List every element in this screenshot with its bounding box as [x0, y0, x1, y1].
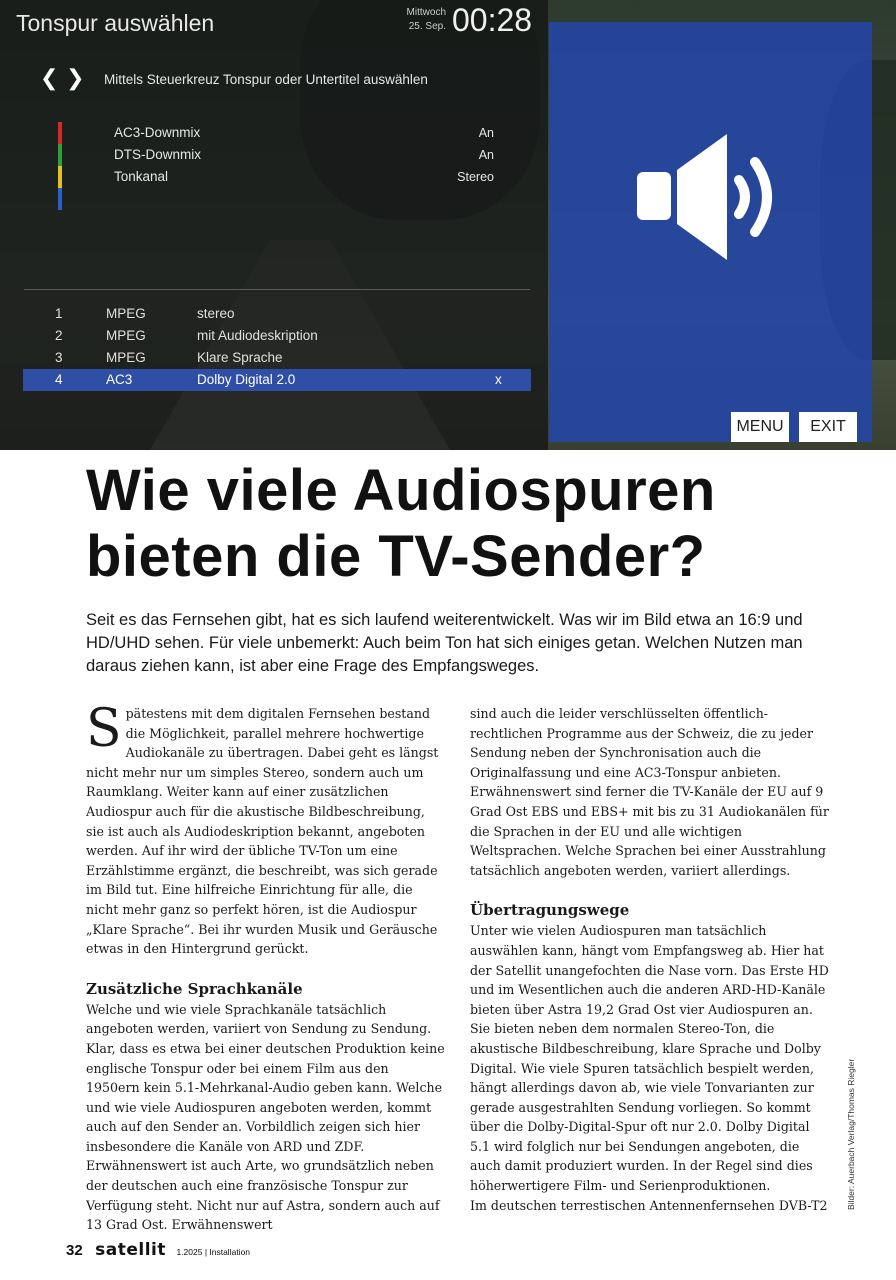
headline-line-2: bieten die TV-Sender?: [86, 524, 706, 589]
track-codec: MPEG: [106, 306, 146, 321]
speaker-icon: [633, 132, 793, 262]
track-description: Klare Sprache: [197, 350, 283, 365]
tv-screenshot: [0, 0, 896, 450]
menu-button[interactable]: MENU: [731, 412, 789, 442]
drop-cap: S: [86, 699, 122, 759]
paragraph: Unter wie vielen Audiospuren man tatsächlich auswählen kann, hängt vom Empfangsweg ab. Hier hat der Satellit unangefochten die Nase vorn. Das Erste HD und im Wesentlichen auch die anderen ARD-HD-Kanäle bieten über Astra 19,2 Grad Ost vier Audiospuren an. Sie bieten neben dem normalen Stereo-Ton, die akustische Bildbeschreibung, klare Sprache und Dolby Digital. Wie viele Spuren tatsächlich bespielt werden, hängt allerdings davon ab, wie viele Tonvarianten zur gerade ausgestrahlten Sendung vorliegen. So kommt über die Dolby-Digital-Spur oft nur 2.0. Dolby Digital 5.1 wird folglich nur bei Sendungen angeboten, die auch damit produziert wurden. In der Regel sind dies höherwertigere Film- und Serienproduktionen.: [470, 923, 829, 1194]
menu-divider: [24, 289, 530, 290]
issue-info: 1.2025 | Installation: [176, 1247, 251, 1257]
yellow-key-icon: [58, 166, 62, 188]
track-codec: MPEG: [106, 328, 146, 343]
article-column-1: [86, 699, 446, 1235]
track-description: Dolby Digital 2.0: [197, 372, 296, 387]
option-dts-downmix[interactable]: [114, 144, 494, 166]
track-number: 3: [55, 350, 63, 365]
option-value: An: [478, 148, 494, 162]
clock-date: [396, 6, 446, 34]
magazine-logo: satellit: [95, 1240, 166, 1260]
clock-day: Mittwoch: [406, 7, 446, 18]
subheading: Übertragungswege: [470, 901, 630, 920]
clock-date-value: 25. Sep.: [408, 21, 446, 32]
page-number: 32: [66, 1242, 83, 1259]
track-row[interactable]: [23, 303, 531, 325]
left-right-arrows-icon: ❮ ❯: [40, 66, 85, 91]
audio-info-panel: [549, 22, 872, 442]
clock-time: 00:28: [452, 2, 533, 38]
option-value: Stereo: [457, 170, 494, 184]
track-description: stereo: [197, 306, 235, 321]
paragraph: [86, 699, 446, 959]
option-label: Tonkanal: [114, 169, 169, 184]
menu-hint: Mittels Steuerkreuz Tonspur oder Untertitel auswählen: [104, 72, 428, 87]
audio-menu-overlay: [0, 0, 548, 450]
track-number: 4: [55, 372, 63, 387]
option-ac3-downmix[interactable]: [114, 122, 494, 144]
track-mark: x: [495, 372, 502, 387]
green-key-icon: [58, 144, 62, 166]
menu-title: Tonspur auswählen: [16, 10, 215, 36]
page-footer: [66, 1240, 250, 1260]
track-number: 2: [55, 328, 63, 343]
track-row-selected[interactable]: [23, 369, 531, 391]
lead-paragraph: Seit es das Fernsehen gibt, hat es sich laufend weiterentwickelt. Was wir im Bild etwa an 16:9 und HD/UHD sehen. Für viele unbemerkt: Auch beim Ton hat sich einiges getan. Welchen Nutzen man daraus ziehen kann, ist aber eine Frage des Empfangsweges.: [86, 611, 803, 675]
track-row[interactable]: [23, 325, 531, 347]
track-row[interactable]: [23, 347, 531, 369]
image-credit: Bilder: Auerbach Verlag/Thomas Riegler: [846, 1058, 856, 1210]
exit-button[interactable]: EXIT: [799, 412, 857, 442]
option-label: AC3-Downmix: [114, 125, 201, 140]
subheading: Zusätzliche Sprachkanäle: [86, 979, 303, 998]
track-description: mit Audiodeskription: [197, 328, 318, 343]
article-column-2: [470, 704, 830, 1215]
paragraph: sind auch die leider verschlüsselten öffentlich-rechtlichen Programme aus der Schweiz, die zu jeder Sendung neben der Synchronisation auch die Originalfassung und eine AC3-Tonspur anbieten. Erwähnenswert sind ferner die TV-Kanäle der EU auf 9 Grad Ost EBS und EBS+ mit bis zu 31 Audiokanälen für die Sprachen in der EU und alle wichtigen Weltsprachen. Welche Sprachen bei einer Ausstrahlung tatsächlich angeboten werden, variiert allerdings.: [470, 706, 829, 878]
paragraph-text: pätestens mit dem digitalen Fernsehen bestand die Möglichkeit, parallel mehrere hochwertige Audiokanäle zu übertragen. Dabei geht es längst nicht mehr nur um simples Stereo, sondern auch um Raumklang. Weiter kann auf einer zusätzlichen Audiospur auch für die akustische Bildbeschreibung, sie ist auch als Audiodeskription bekannt, angeboten werden. Auf ihr wird der übliche TV-Ton um eine Erzählstimme ergänzt, die beschreibt, was sich gerade im Bild tut. Eine hilfreiche Einrichtung für alle, die nicht mehr ganz so perfekt hören, ist die Audiospur „Klare Sprache“. Bei ihr wurden Musik und Geräusche etwas in den Hintergrund gerückt.: [86, 706, 439, 957]
paragraph: Im deutschen terrestischen Antennenfernsehen DVB-T2: [470, 1197, 828, 1213]
track-codec: MPEG: [106, 350, 146, 365]
option-tonkanal[interactable]: [114, 166, 494, 188]
option-value: An: [478, 126, 494, 140]
track-number: 1: [55, 306, 63, 321]
blue-key-icon: [58, 188, 62, 210]
track-codec: AC3: [106, 372, 133, 387]
headline: [86, 458, 846, 590]
red-key-icon: [58, 122, 62, 144]
headline-line-1: Wie viele Audiospuren: [86, 458, 716, 523]
option-label: DTS-Downmix: [114, 147, 202, 162]
paragraph: Welche und wie viele Sprachkanäle tatsächlich angeboten werden, variiert von Sendung zu Sendung. Klar, dass es etwa bei einer deutschen Produktion keine englische Tonspur oder bei einem Film aus den 1950ern kein 5.1-Mehrkanal-Audio geben kann. Welche und wie viele Audiospuren angeboten werden, kommt auch auf den Sender an. Vorbildlich zeigen sich hier insbesondere die Kanäle von ARD und ZDF. Erwähnenswert ist auch Arte, wo grundsätzlich neben der deutschen auch eine französische Tonspur zur Verfügung steht. Nicht nur auf Astra, sondern auch auf 13 Grad Ost. Erwähnenswert: [86, 1001, 445, 1233]
